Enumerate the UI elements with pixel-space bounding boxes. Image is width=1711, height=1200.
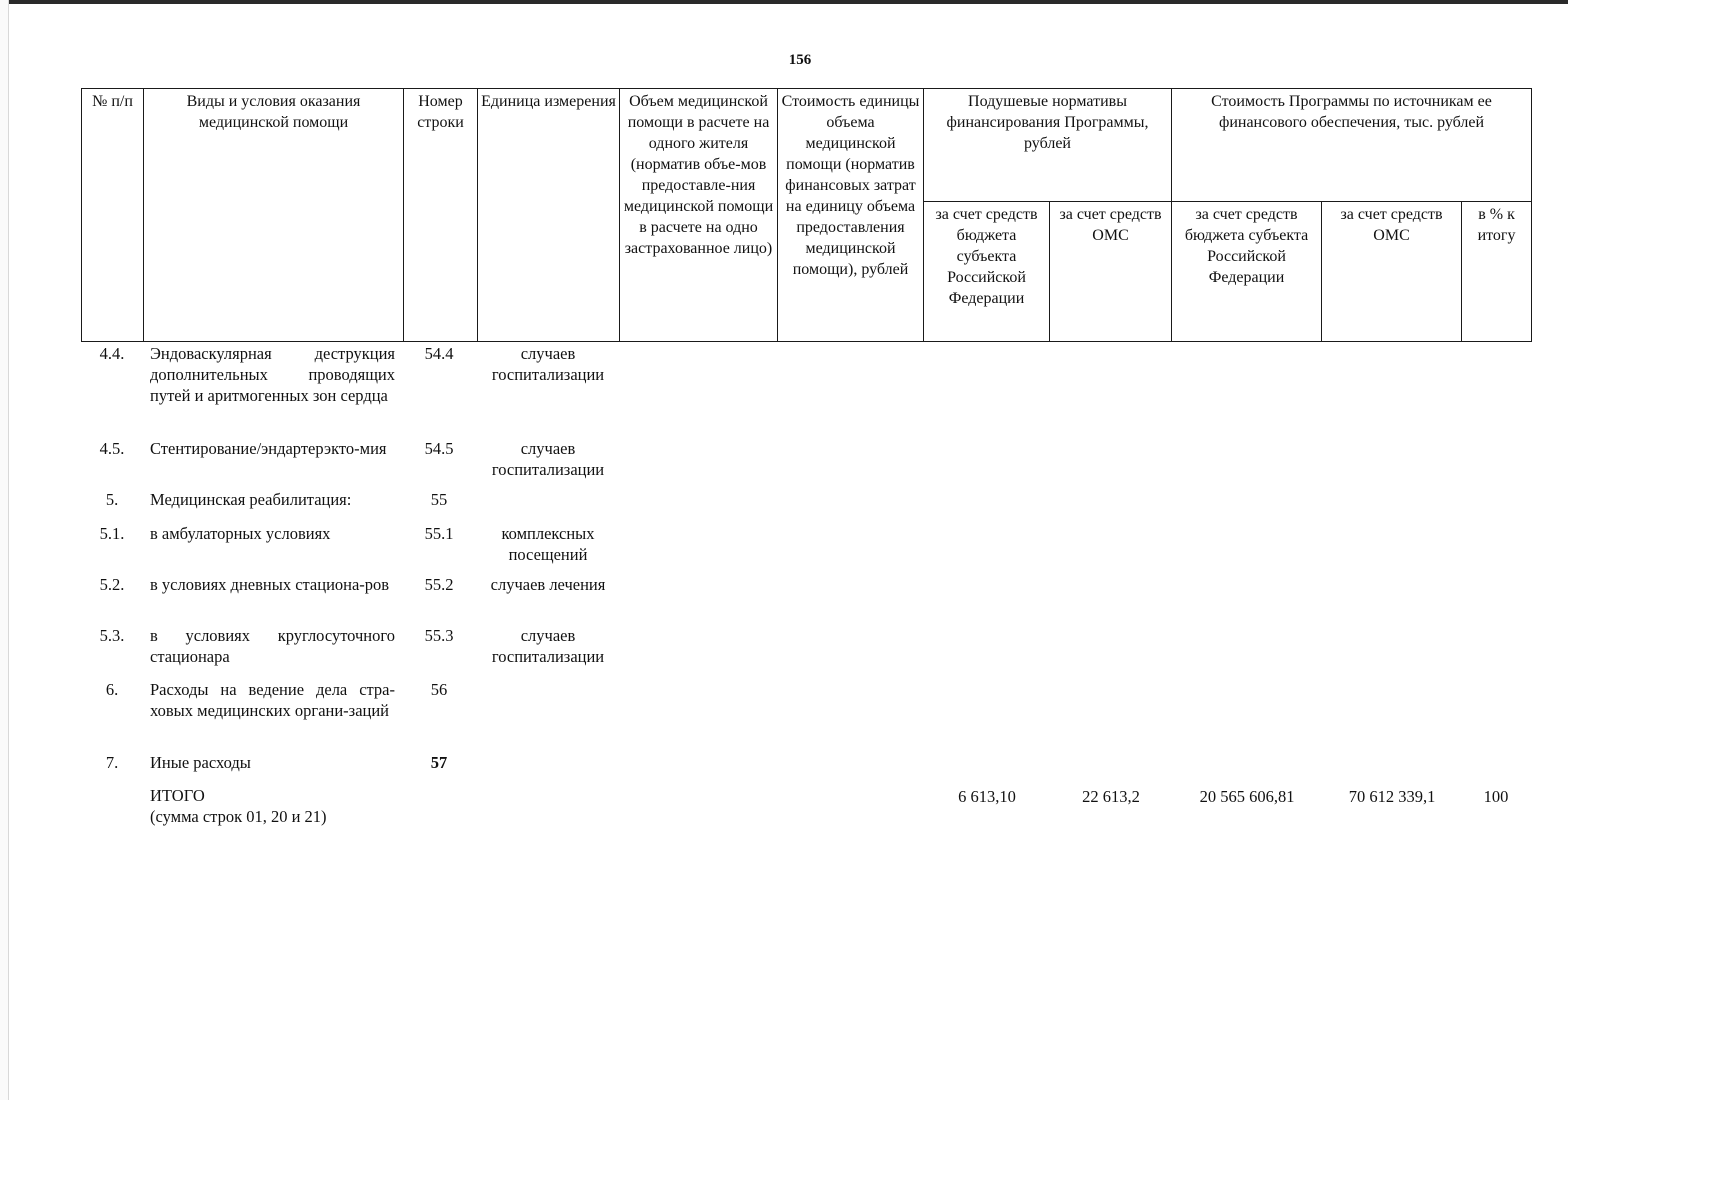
row-name: в условиях дневных стациона-ров [150, 575, 390, 594]
row-num: 4.4. [99, 344, 125, 363]
header-num: № п/п [82, 89, 144, 342]
row-unit: случаев госпитализации [491, 344, 605, 384]
row-num: 5.2. [99, 575, 125, 594]
row-name: Стентирование/эндартерэкто-мия [150, 439, 387, 458]
header-program-oms: за счет средств ОМС [1322, 202, 1462, 342]
row-name: Иные расходы [150, 753, 251, 772]
row-name: в условиях круглосуточного стационара [150, 626, 395, 666]
row-unit: комплексных посещений [501, 524, 595, 564]
header-per-capita-budget: за счет средств бюджета субъекта Российской Федерации [924, 202, 1050, 342]
row-name: Медицинская реабилитация: [150, 490, 352, 509]
total-program-oms: 70 612 339,1 [1348, 787, 1436, 806]
header-per-capita-group: Подушевые нормативы финансирования Программы, рублей [924, 89, 1172, 202]
row-unit: случаев лечения [490, 575, 606, 594]
row-unit: случаев госпитализации [491, 626, 605, 666]
row-unit: случаев госпитализации [491, 439, 605, 479]
total-label: ИТОГО [150, 786, 205, 805]
row-num: 5.3. [99, 626, 125, 645]
header-kind: Виды и условия оказания медицинской помощи [144, 89, 404, 342]
page-number: 156 [788, 52, 812, 68]
row-line-number: 55.1 [424, 524, 454, 543]
scan-border-left [0, 0, 9, 1100]
row-num: 6. [105, 680, 119, 699]
total-per-capita-oms: 22 613,2 [1082, 787, 1140, 806]
header-per-capita-oms: за счет средств ОМС [1050, 202, 1172, 342]
total-percent: 100 [1483, 787, 1509, 806]
header-volume: Объем медицинской помощи в расчете на одного жителя (норматив объе-мов предоставле-ния медицинской помощи в расчете на одно застрахованное лицо) [620, 89, 778, 342]
row-line-number: 55.2 [424, 575, 454, 594]
table-header [81, 88, 1532, 342]
row-num: 5.1. [99, 524, 125, 543]
header-unit-cost: Стоимость единицы объема медицинской помощи (норматив финансовых затрат на единицу объема предоставления медицинской помощи), рублей [778, 89, 924, 342]
header-program-cost-group: Стоимость Программы по источникам ее финансового обеспечения, тыс. рублей [1172, 89, 1532, 202]
header-unit: Единица измерения [478, 89, 620, 342]
row-num: 4.5. [99, 439, 125, 458]
row-num: 7. [105, 753, 119, 772]
row-num: 5. [105, 490, 119, 509]
total-note: (сумма строк 01, 20 и 21) [150, 807, 327, 826]
row-name: Расходы на ведение дела стра-ховых медицинских органи-заций [150, 680, 395, 720]
row-line-number: 57 [430, 753, 448, 772]
header-program-budget: за счет средств бюджета субъекта Российской Федерации [1172, 202, 1322, 342]
row-name: в амбулаторных условиях [150, 524, 331, 543]
total-per-capita-budget: 6 613,10 [958, 787, 1016, 806]
row-line-number: 54.4 [424, 344, 454, 363]
total-program-budget: 20 565 606,81 [1199, 787, 1295, 806]
row-line-number: 56 [430, 680, 448, 699]
row-line-number: 55 [430, 490, 448, 509]
row-name: Эндоваскулярная деструкция дополнительных проводящих путей и аритмогенных зон сердца [150, 344, 395, 405]
header-program-percent: в % к итогу [1462, 202, 1532, 342]
scan-border-top [0, 0, 1568, 4]
header-row-number: Номер строки [404, 89, 478, 342]
row-line-number: 54.5 [424, 439, 454, 458]
row-line-number: 55.3 [424, 626, 454, 645]
